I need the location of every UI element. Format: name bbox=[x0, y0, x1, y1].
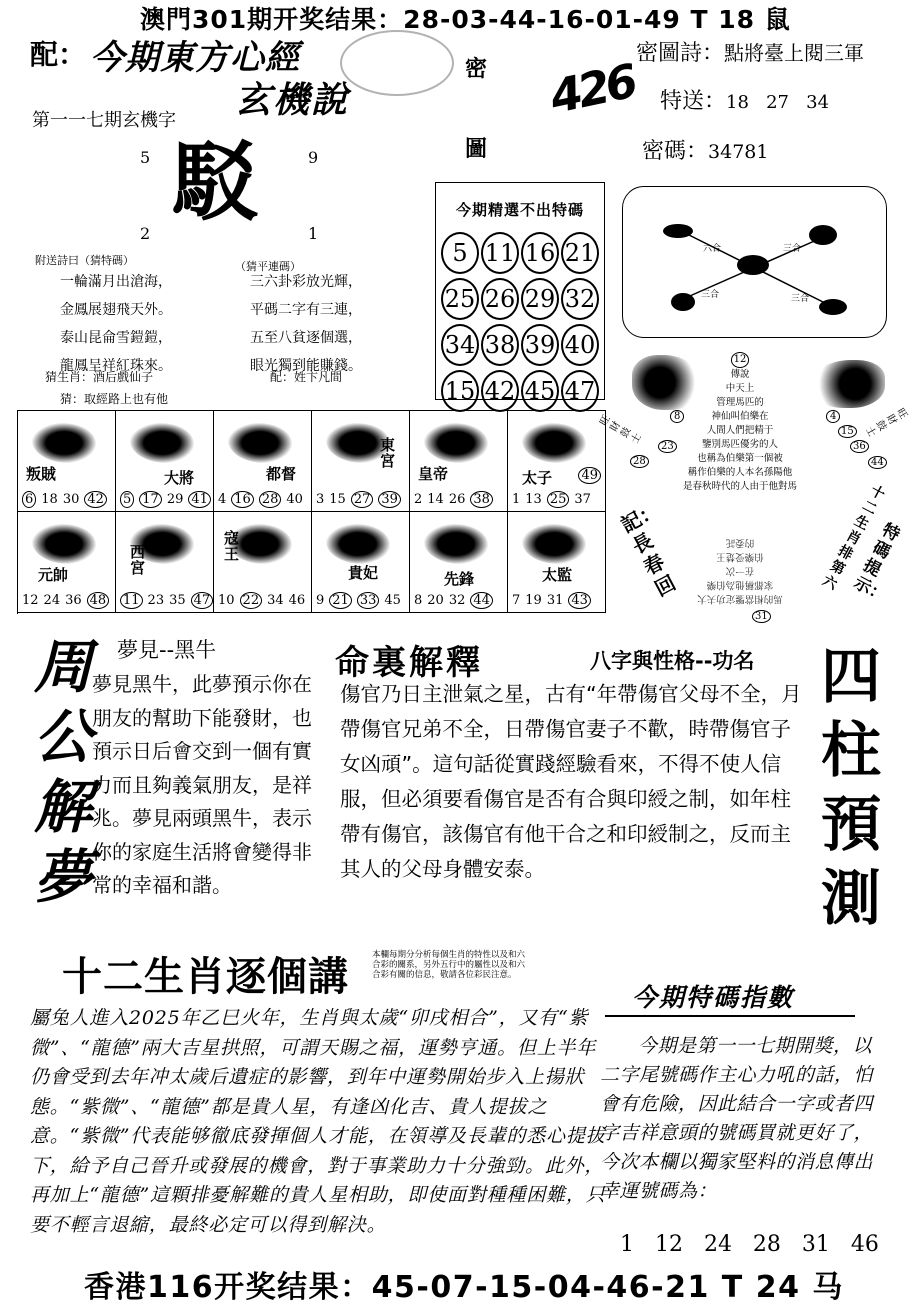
poem-left-line: 泰山昆侖雪鎧鎧， bbox=[60, 330, 172, 346]
zodiac-number: 21 bbox=[329, 592, 352, 609]
zodiac-title: 寇王 bbox=[224, 529, 240, 563]
zodiac-number: 27 bbox=[351, 491, 374, 508]
poem-left-line: 一輪滿月出滄海， bbox=[60, 274, 172, 290]
zodiac-number: 30 bbox=[62, 492, 80, 507]
zodiac-number: 45 bbox=[384, 593, 401, 608]
zodiac-number: 48 bbox=[87, 592, 110, 609]
zodiac-cell bbox=[312, 512, 410, 613]
zodiac-animal-icon bbox=[32, 423, 96, 463]
zodiac-number: 28 bbox=[259, 491, 282, 508]
liuhe-label: 三合 bbox=[783, 244, 802, 254]
zodiac-animal-icon bbox=[424, 524, 488, 564]
dream-title: 夢見--黑牛 bbox=[117, 638, 217, 662]
zodiac-cell bbox=[116, 512, 214, 613]
poem-left bbox=[60, 268, 172, 380]
diamond-num: 31 bbox=[752, 610, 771, 623]
bottom-result-header: 香港116开奖结果：45-07-15-04-46-21 T 24 马 bbox=[84, 1270, 844, 1305]
special-send bbox=[660, 84, 829, 115]
top-result-header: 澳門301期开奖结果：28-03-44-16-01-49 T 18 鼠 bbox=[140, 5, 791, 34]
diamond-num: 15 bbox=[838, 425, 857, 438]
diamond-vertical-right2: 特碼提示： bbox=[850, 519, 903, 607]
zodiac-animal-icon bbox=[228, 423, 292, 463]
zodiac-title: 西宮 bbox=[130, 543, 146, 577]
zodiac-number: 39 bbox=[378, 491, 401, 508]
liuhe-diagram bbox=[622, 186, 887, 338]
special-numbers: 18 27 34 bbox=[726, 92, 830, 113]
diamond-num: 44 bbox=[868, 456, 887, 469]
poem-right-line: 眼光獨到能賺錢。 bbox=[250, 358, 362, 374]
diamond-line: 也稱為伯樂第一個被 bbox=[697, 453, 783, 464]
selection-number: 26 bbox=[481, 278, 519, 320]
zodiac-title: 先鋒 bbox=[444, 570, 475, 588]
mingli-subtitle: 八字與性格--功名 bbox=[590, 649, 755, 673]
zodiac-numbers bbox=[218, 592, 310, 609]
zodiac-number: 2 bbox=[414, 492, 423, 507]
zodiac-number: 42 bbox=[84, 491, 107, 508]
zodiac-number: 1 bbox=[512, 492, 521, 507]
banner-mi: 密 bbox=[465, 56, 488, 82]
secret-poem bbox=[636, 36, 864, 67]
secret-poem-text: 點將臺上閱三軍 bbox=[724, 41, 865, 65]
mingli-vertical-title-text: 四柱預測 bbox=[821, 642, 881, 934]
diamond-lower: 馬的相當鑒定功夫大 家都稱他為伯樂 在一次 伯樂受楚王 的委託 bbox=[697, 537, 783, 604]
zodiac-cell bbox=[410, 411, 508, 512]
diamond-num: 36 bbox=[850, 440, 869, 453]
zodiac-title: 元帥 bbox=[38, 566, 69, 584]
liuhe-label: 三合 bbox=[791, 294, 810, 304]
zodiac-title: 叛賊 bbox=[26, 465, 57, 483]
zodiac-number: 37 bbox=[574, 492, 591, 507]
selection-number: 29 bbox=[521, 278, 559, 320]
zodiac-animal-icon bbox=[522, 423, 586, 463]
zodiac-cell bbox=[214, 411, 312, 512]
zodiac-number: 11 bbox=[120, 592, 143, 609]
zodiac-number: 22 bbox=[240, 592, 263, 609]
zodiac-cell bbox=[508, 411, 606, 512]
xuanji-corner-tr: 9 bbox=[308, 148, 319, 167]
zodiac-animal-icon bbox=[32, 524, 96, 564]
code-label: 密碼： bbox=[642, 139, 709, 164]
mingli-title: 命裏解釋 bbox=[335, 643, 483, 683]
zodiac-cell bbox=[410, 512, 508, 613]
secret-code bbox=[642, 134, 768, 165]
selection-number: 40 bbox=[561, 324, 599, 366]
poem-pei: 配：姓卞凡間 bbox=[270, 370, 343, 384]
zodiac-number: 31 bbox=[546, 593, 564, 608]
zodiac-number: 19 bbox=[525, 593, 542, 608]
diamond-vertical-left: 記：長春回 bbox=[616, 497, 680, 602]
zodiac-grid bbox=[17, 410, 606, 614]
poem-right bbox=[250, 268, 362, 380]
zodiac-number: 7 bbox=[512, 593, 521, 608]
diamond-num: 12 bbox=[731, 352, 750, 368]
selection-number: 5 bbox=[441, 232, 479, 274]
zodiac-number: 29 bbox=[166, 492, 184, 507]
zodiac-number: 44 bbox=[470, 592, 493, 609]
zodiac-number: 17 bbox=[139, 491, 162, 508]
zodiac-numbers bbox=[512, 491, 596, 508]
poem-right-heading: （猜平連碼） bbox=[235, 260, 301, 273]
selection-title: 今期精選不出特碼 bbox=[455, 201, 584, 219]
zodiac-title: 都督 bbox=[266, 465, 297, 483]
zodiac-animal-icon bbox=[130, 423, 194, 463]
zodiac-numbers bbox=[512, 592, 596, 609]
zodiac-numbers bbox=[414, 592, 498, 609]
zodiac-talk-note: 本欄每期分分析每個生肖的特性以及和六合彩的關系，另外五行中的屬性以及和六合彩有關的信息，敬請各位彩民注意。 bbox=[372, 950, 526, 980]
zodiac-number: 10 bbox=[218, 593, 235, 608]
zodiac-animal-icon bbox=[326, 524, 390, 564]
zodiac-number: 20 bbox=[427, 593, 444, 608]
zodiac-title: 東宮 bbox=[380, 436, 396, 470]
xuanji-corner-bl: 2 bbox=[140, 224, 151, 243]
selection-number: 11 bbox=[481, 232, 519, 274]
liuhe-lines-icon bbox=[623, 187, 885, 337]
selection-number: 16 bbox=[521, 232, 559, 274]
zodiac-number: 41 bbox=[188, 491, 211, 508]
zodiac-title: 皇帝 bbox=[418, 465, 449, 483]
xuanji-big-char: 駁 bbox=[172, 133, 258, 233]
poem-guess-zodiac: 猜生肖：酒后戲仙子 bbox=[45, 370, 154, 384]
selection-number: 39 bbox=[521, 324, 559, 366]
selection-grid bbox=[436, 230, 604, 414]
zodiac-title: 太監 bbox=[542, 566, 573, 584]
diamond-line: 鑒別馬匹優劣的人 bbox=[701, 439, 778, 450]
diamond-side-left: 旺財鼓士 bbox=[598, 413, 644, 446]
zodiac-number: 35 bbox=[169, 593, 186, 608]
zodiac-number: 32 bbox=[448, 593, 466, 608]
banner-stamp: 426 bbox=[545, 53, 639, 125]
zodiac-numbers bbox=[120, 592, 218, 609]
xuanji-corner-tl: 5 bbox=[140, 148, 151, 167]
zodiac-title: 貴妃 bbox=[348, 564, 379, 582]
right-dragon-icon bbox=[810, 360, 885, 408]
zodiac-number: 38 bbox=[470, 491, 493, 508]
zodiac-number: 47 bbox=[191, 592, 214, 609]
zodiac-number: 46 bbox=[288, 593, 306, 608]
poem-left-heading: 附送詩曰（猜特碼） bbox=[35, 254, 134, 267]
selection-number: 15 bbox=[441, 370, 479, 412]
zodiac-number: 24 bbox=[43, 593, 61, 608]
zodiac-number: 9 bbox=[316, 593, 325, 608]
secret-poem-label: 密圖詩： bbox=[636, 41, 725, 66]
zodiac-cell bbox=[18, 411, 116, 512]
diamond-line: 稱作伯樂的人本名孫陽他 bbox=[687, 467, 793, 478]
zodiac-number: 4 bbox=[218, 492, 227, 507]
index-numbers: 1 12 24 28 31 46 bbox=[620, 1232, 879, 1257]
selection-number: 32 bbox=[561, 278, 599, 320]
zodiac-cell bbox=[18, 512, 116, 613]
selection-number: 34 bbox=[441, 324, 479, 366]
zodiac-number: 18 bbox=[41, 492, 58, 507]
zodiac-cell bbox=[116, 411, 214, 512]
zodiac-numbers bbox=[316, 592, 406, 609]
diamond-vertical-right: 十二生肖排第六 bbox=[819, 482, 888, 594]
selection-number: 47 bbox=[561, 370, 599, 412]
zodiac-number: 43 bbox=[568, 592, 591, 609]
diamond-side-right: 旺財鼓士 bbox=[863, 406, 909, 439]
xuanji-corner-br: 1 bbox=[308, 224, 319, 243]
banner-tu: 圖 bbox=[465, 136, 488, 162]
zodiac-cell bbox=[508, 512, 606, 613]
banner-title2: 玄機說 bbox=[235, 80, 350, 121]
banner-seal-icon bbox=[340, 30, 454, 96]
zodiac-talk-text: 屬兔人進入2025年乙巳火年，生肖與太歲“卯戌相合”，又有“紫微”、“龍德”兩大吉星拱照，可謂天賜之福，運勢亨通。但上半年仍會受到去年冲太歲后遺症的影響，到年中運勢開始步入上揚狀態。“紫微”、“龍德”都是貴人星，有逢凶化吉、貴人提拔之意。“紫微”代表能够徹底發揮個人才能，在領導及長輩的悉心提拔下，給予自己晉升或發展的機會，對于事業助力十分強勁。此外，再加上“龍德”這顆排憂解難的貴人星相助，即使面對種種困難，只要不輕言退縮，最終必定可以得到解決。 bbox=[30, 1007, 606, 1236]
poem-left-line: 金鳳展翅飛天外。 bbox=[60, 302, 172, 318]
dream-vertical-title-text: 周公解夢 bbox=[33, 633, 92, 911]
zodiac-number: 12 bbox=[22, 593, 39, 608]
zodiac-numbers bbox=[218, 491, 308, 508]
zodiac-number: 14 bbox=[427, 492, 444, 507]
zodiac-animal-icon bbox=[522, 524, 586, 564]
zodiac-animal-icon bbox=[424, 423, 488, 463]
index-text: 今期是第一一七期開獎，以二字尾號碼作主心力吼的話，怕會有危險，因此結合一字或者四字吉祥意頭的號碼買就更好了，今次本欄以獨家堅料的消息傳出幸運號碼為： bbox=[600, 1035, 874, 1202]
code-value: 34781 bbox=[708, 141, 769, 163]
poem-right-line: 三六卦彩放光輝， bbox=[250, 274, 362, 290]
selection-number: 42 bbox=[481, 370, 519, 412]
diamond-num: 4 bbox=[826, 410, 840, 423]
selection-number: 21 bbox=[561, 232, 599, 274]
zodiac-number: 6 bbox=[22, 491, 36, 508]
zodiac-title: 太子 bbox=[522, 469, 553, 487]
liuhe-label: 六合 bbox=[703, 244, 722, 254]
diamond-line: 管理馬匹的 bbox=[716, 397, 764, 408]
poem-right-line: 五至八貧逐個選， bbox=[250, 330, 362, 346]
zodiac-numbers bbox=[22, 592, 114, 609]
zodiac-number: 26 bbox=[448, 492, 466, 507]
zodiac-numbers bbox=[22, 491, 112, 508]
diamond-line: 是春秋時代的人由于他對馬 bbox=[682, 481, 797, 492]
poem-right-line: 平碼二字有三連， bbox=[250, 302, 362, 318]
poem-left-line: 龍鳳呈祥紅珠來。 bbox=[60, 358, 172, 374]
zodiac-number: 16 bbox=[231, 491, 254, 508]
zodiac-numbers bbox=[414, 491, 498, 508]
zodiac-number: 36 bbox=[65, 593, 82, 608]
index-title: 今期特碼指數 bbox=[632, 983, 795, 1012]
banner-pei: 配： bbox=[30, 38, 87, 71]
zodiac-number: 34 bbox=[267, 593, 284, 608]
zodiac-number: 23 bbox=[147, 593, 165, 608]
zodiac-numbers bbox=[316, 491, 406, 508]
zodiac-numbers bbox=[120, 491, 216, 508]
special-label: 特送： bbox=[660, 89, 727, 114]
zodiac-talk-title: 十二生肖逐個講 bbox=[62, 954, 349, 1000]
zodiac-number: 13 bbox=[525, 492, 542, 507]
zodiac-number: 25 bbox=[547, 491, 570, 508]
dream-text: 夢見黑牛，此夢預示你在朋友的幫助下能發財，也預示日后會交到一個有實力而且夠義氣朋友，是祥兆。夢見兩頭黑牛，表示你的家庭生活將會變得非常的幸福和諧。 bbox=[92, 672, 312, 897]
zodiac-cell bbox=[214, 512, 312, 613]
selection-box bbox=[435, 182, 605, 405]
zodiac-number: 5 bbox=[120, 491, 134, 508]
zodiac-extra-number: 49 bbox=[578, 467, 601, 484]
diamond-line: 傳說 bbox=[730, 369, 750, 380]
banner-title1: 今期東方心經 bbox=[90, 38, 300, 78]
diamond-line: 中天上 bbox=[725, 383, 755, 394]
xuanji-heading: 第一一七期玄機字 bbox=[32, 110, 176, 131]
poem-guess: 猜：取經路上也有他 bbox=[60, 392, 169, 406]
zodiac-number: 33 bbox=[357, 592, 380, 609]
zodiac-number: 40 bbox=[286, 492, 303, 507]
diamond-line: 神仙叫伯樂在 bbox=[711, 411, 769, 422]
diamond-num: 8 bbox=[670, 410, 684, 423]
diamond-line: 人間人們把精于 bbox=[706, 425, 774, 436]
selection-number: 38 bbox=[481, 324, 519, 366]
liuhe-label: 三合 bbox=[701, 290, 720, 300]
zodiac-number: 15 bbox=[329, 492, 346, 507]
zodiac-title: 大將 bbox=[164, 469, 195, 487]
diamond-num: 28 bbox=[630, 455, 649, 468]
zodiac-number: 8 bbox=[414, 593, 423, 608]
mingli-text: 傷官乃日主泄氣之星，古有“年帶傷官父母不全，月帶傷官兄弟不全，日帶傷官妻子不歡，時帶傷官子女凶頑”。這句話從實踐經驗看來，不得不使人信服，但必須要看傷官是否有合與印綬之制，如年柱帶有傷官，該傷官有他干合之和印綬制之，反而主其人的父母身體安泰。 bbox=[340, 682, 802, 881]
diamond-num: 23 bbox=[658, 440, 677, 453]
zodiac-number: 3 bbox=[316, 492, 325, 507]
selection-number: 45 bbox=[521, 370, 559, 412]
selection-number: 25 bbox=[441, 278, 479, 320]
mingli-vertical-title bbox=[818, 640, 898, 936]
zodiac-cell bbox=[312, 411, 410, 512]
